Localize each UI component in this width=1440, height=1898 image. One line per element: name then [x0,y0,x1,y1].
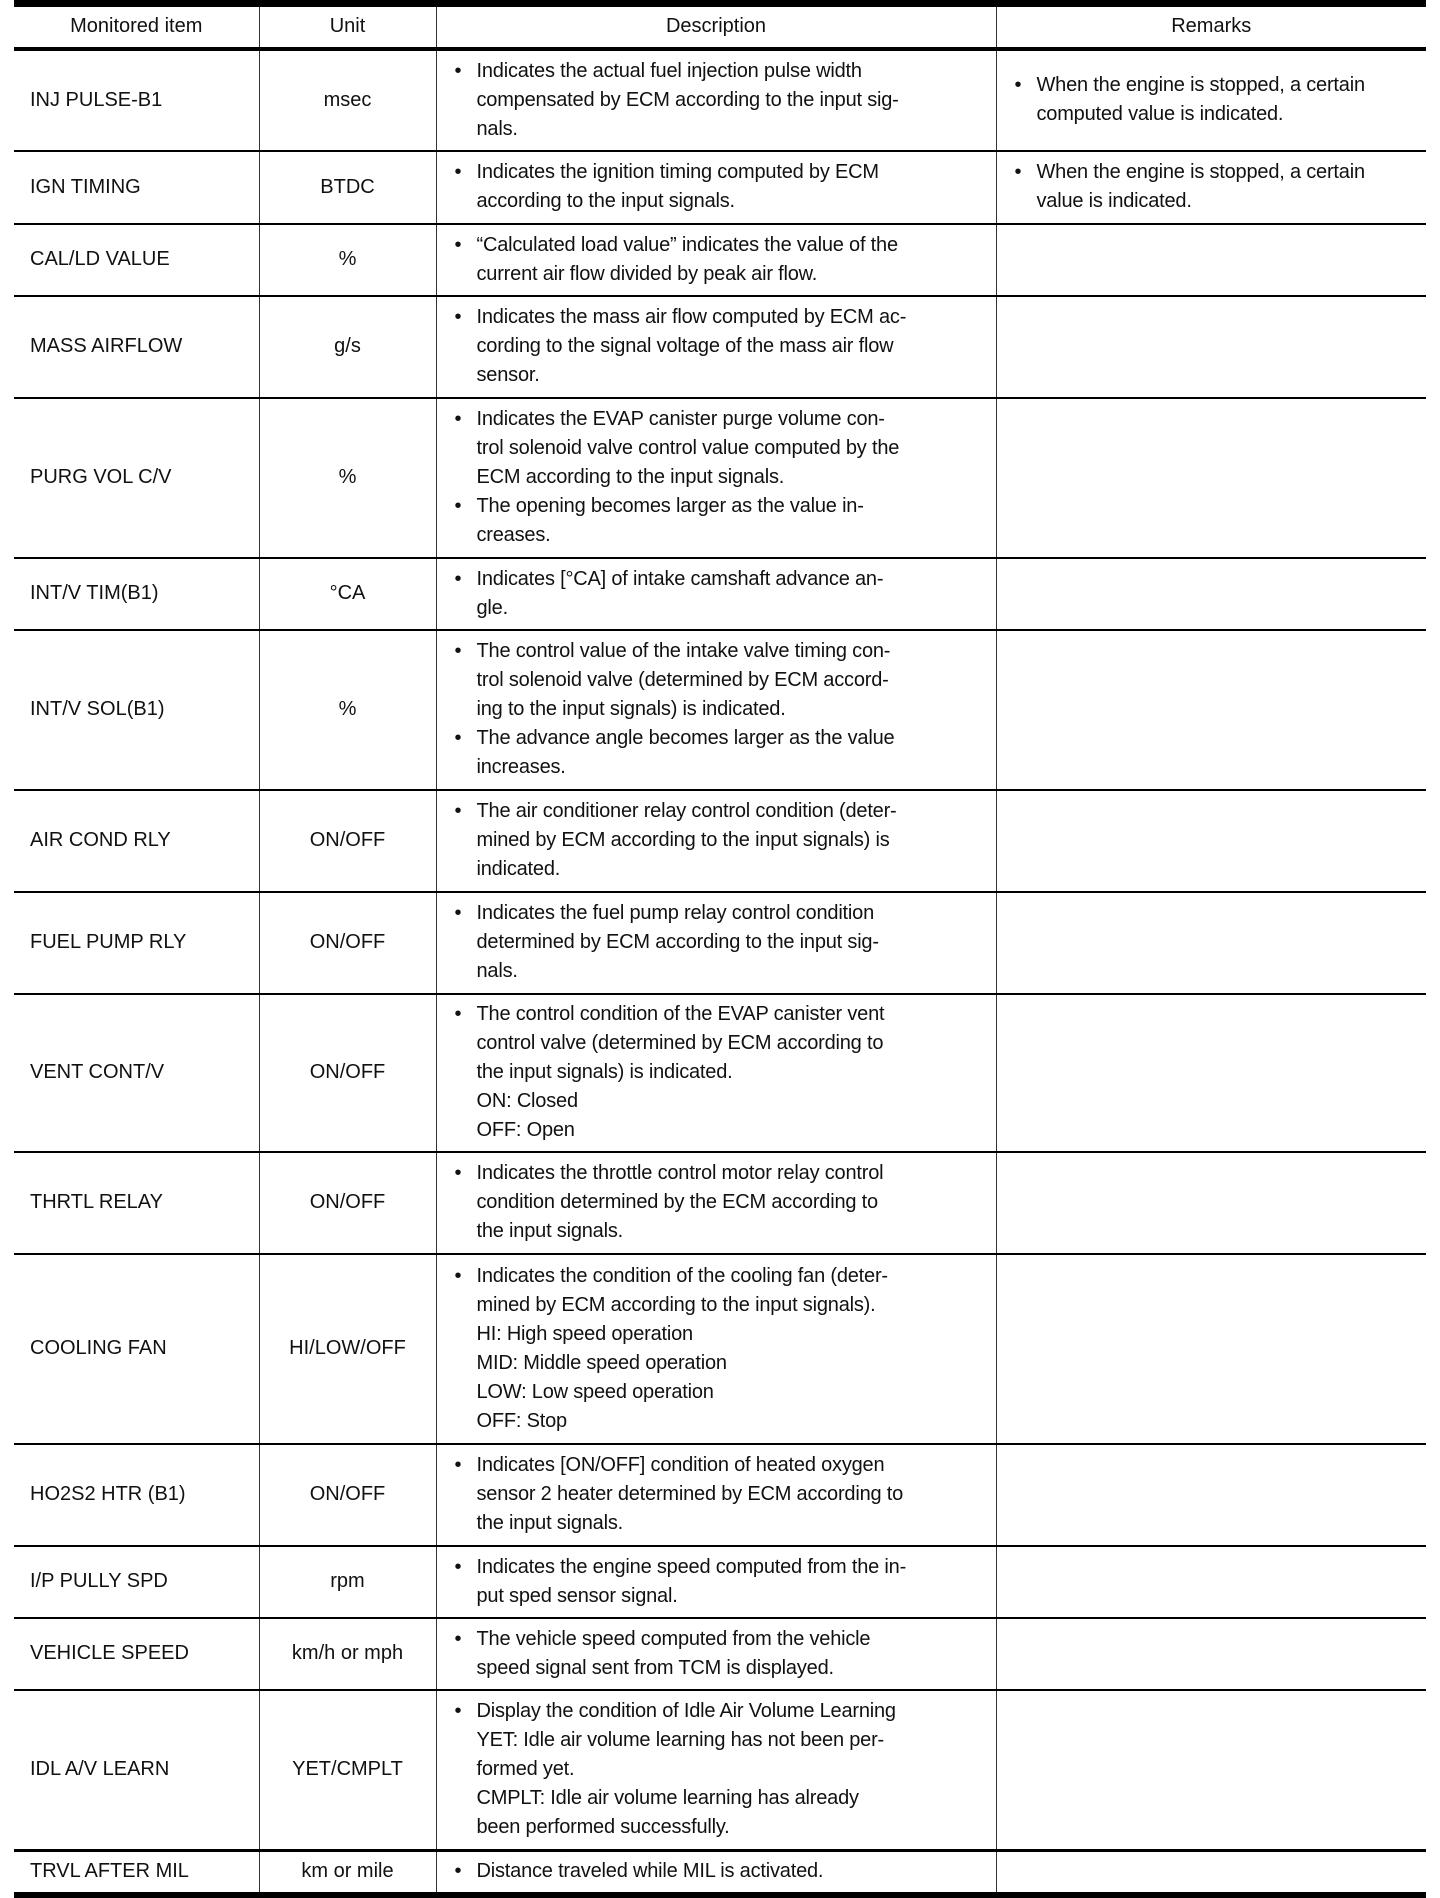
line-text: increases. [476,756,566,778]
monitored-item: THRTL RELAY [14,1152,259,1254]
monitored-item: I/P PULLY SPD [14,1546,259,1618]
remarks [996,892,1426,994]
description [436,49,996,151]
table-row [14,558,1426,630]
text-line [437,1625,990,1654]
text-line [437,1755,990,1784]
header-remarks: Remarks [996,4,1426,49]
line-text: condition determined by the ECM according to [476,1191,878,1213]
monitored-item: IGN TIMING [14,151,259,224]
bullet-icon: • [454,800,462,822]
text-line [437,434,990,463]
description [436,558,996,630]
line-text: trol solenoid valve (determined by ECM accord- [476,669,889,691]
table-header [14,4,1426,49]
text-line [437,332,990,361]
line-text: Indicates [ON/OFF] condition of heated oxygen [476,1454,885,1476]
line-text: nals. [476,960,518,982]
text-line [997,187,1421,216]
line-text: Indicates the engine speed computed from the in- [476,1555,907,1578]
text-line [437,1262,990,1291]
table-row [14,296,1426,398]
line-text: CMPLT: Idle air volume learning has already [476,1787,859,1810]
text-line [437,1029,990,1058]
description [436,1546,996,1618]
text-line [437,695,990,724]
description [436,1690,996,1851]
line-text: Indicates the actual fuel injection pulse width [476,59,862,82]
unit: ON/OFF [259,1444,436,1546]
text-line [997,100,1421,129]
text-line [437,957,990,986]
line-text: according to the input signals. [476,190,735,212]
text-line [437,1291,990,1320]
line-text: Indicates [°CA] of intake camshaft advance an- [476,567,884,590]
description [436,1444,996,1546]
text-line [437,1813,990,1842]
text-line [437,1188,990,1217]
monitored-item: COOLING FAN [14,1254,259,1444]
monitored-item: TRVL AFTER MIL [14,1851,259,1895]
text-line [437,361,990,390]
remarks [996,151,1426,224]
text-line [437,1582,990,1611]
text-line [437,1509,990,1538]
description [436,1851,996,1895]
text-line [437,303,990,332]
line-text: OFF: Open [476,1119,575,1141]
text-line [437,724,990,753]
unit: % [259,398,436,558]
bullet-icon: • [454,1555,462,1578]
text-line [437,115,990,144]
unit: % [259,630,436,790]
text-line [437,666,990,695]
text-line [437,57,990,86]
bullet-icon: • [454,727,462,749]
remarks [996,994,1426,1152]
text-line [437,1116,990,1145]
remarks [996,790,1426,892]
text-line [437,405,990,434]
text-line [437,492,990,521]
line-text: The vehicle speed computed from the vehicle [476,1627,871,1650]
text-line [437,1451,990,1480]
text-line [437,1726,990,1755]
description [436,892,996,994]
remarks [996,49,1426,151]
bullet-icon: • [454,59,462,82]
line-text: creases. [476,524,551,546]
description [436,1254,996,1444]
text-line [997,71,1421,100]
remarks [996,1851,1426,1895]
remarks [996,1690,1426,1851]
text-line [437,797,990,826]
line-text: Distance traveled while MIL is activated. [476,1860,824,1883]
table-row [14,398,1426,558]
text-line [437,1654,990,1683]
text-line [437,1217,990,1246]
table-row [14,1851,1426,1895]
bullet-icon: • [454,1860,462,1883]
text-line [437,1784,990,1813]
line-text: The advance angle becomes larger as the value [476,727,895,749]
bullet-icon: • [454,1454,462,1476]
line-text: current air flow divided by peak air flow. [476,262,818,285]
header-unit: Unit [259,4,436,49]
line-text: Indicates the mass air flow computed by ECM ac- [476,306,907,328]
bullet-icon: • [454,902,462,924]
text-line [437,1087,990,1116]
text-line [437,1407,990,1436]
text-line [437,158,990,187]
description [436,1152,996,1254]
line-text: ing to the input signals) is indicated. [476,698,786,720]
text-line [437,637,990,666]
text-line [437,1697,990,1726]
bullet-icon: • [1014,161,1022,183]
unit: msec [259,49,436,151]
line-text: gle. [476,596,508,619]
table-row [14,1546,1426,1618]
description [436,151,996,224]
text-line [437,1378,990,1407]
remarks [996,296,1426,398]
table-row [14,1152,1426,1254]
unit: ON/OFF [259,892,436,994]
unit: ON/OFF [259,994,436,1152]
text-line [437,1058,990,1087]
line-text: compensated by ECM according to the input sig- [476,88,899,111]
text-line [437,1553,990,1582]
description [436,790,996,892]
line-text: MID: Middle speed operation [476,1351,727,1374]
unit: rpm [259,1546,436,1618]
text-line [437,1857,990,1886]
bullet-icon: • [454,567,462,590]
unit: ON/OFF [259,790,436,892]
line-text: Display the condition of Idle Air Volume Learning [476,1700,896,1723]
line-text: been performed successfully. [476,1816,730,1839]
line-text: Indicates the EVAP canister purge volume con- [476,408,885,430]
monitored-item: INJ PULSE-B1 [14,49,259,151]
bullet-icon: • [454,1700,462,1723]
monitored-item: PURG VOL C/V [14,398,259,558]
table-row [14,49,1426,151]
table-row [14,1618,1426,1690]
text-line [437,1320,990,1349]
description [436,630,996,790]
remarks [996,558,1426,630]
monitored-item: INT/V SOL(B1) [14,630,259,790]
monitor-item-table [14,0,1426,1898]
line-text: the input signals. [476,1220,623,1242]
text-line [437,594,990,623]
line-text: cording to the signal voltage of the mass air flow [476,335,894,357]
line-text: The opening becomes larger as the value in- [476,495,864,517]
line-text: computed value is indicated. [1036,103,1284,125]
unit: g/s [259,296,436,398]
remarks [996,1254,1426,1444]
monitored-item: VEHICLE SPEED [14,1618,259,1690]
monitored-item: MASS AIRFLOW [14,296,259,398]
line-text: determined by ECM according to the input sig- [476,931,879,953]
description [436,398,996,558]
remarks [996,1444,1426,1546]
line-text: Indicates the fuel pump relay control condition [476,902,875,924]
line-text: The air conditioner relay control condition (deter- [476,800,897,822]
bullet-icon: • [454,408,462,430]
monitored-item: FUEL PUMP RLY [14,892,259,994]
text-line [437,753,990,782]
line-text: “Calculated load value” indicates the value of the [476,233,898,256]
remarks [996,398,1426,558]
line-text: Indicates the condition of the cooling fan (deter- [476,1264,888,1287]
text-line [437,1000,990,1029]
table-row [14,892,1426,994]
line-text: OFF: Stop [476,1409,567,1432]
text-line [437,1159,990,1188]
line-text: control valve (determined by ECM according to [476,1032,884,1054]
monitored-item: AIR COND RLY [14,790,259,892]
header-description: Description [436,4,996,49]
line-text: HI: High speed operation [476,1322,693,1345]
unit: km or mile [259,1851,436,1895]
text-line [437,231,990,260]
line-text: Indicates the throttle control motor relay control [476,1162,884,1184]
description [436,1618,996,1690]
description [436,224,996,296]
text-line [437,855,990,884]
description [436,296,996,398]
table-row [14,1444,1426,1546]
line-text: mined by ECM according to the input signals). [476,1293,876,1316]
text-line [437,86,990,115]
text-line [437,928,990,957]
bullet-icon: • [454,1003,462,1025]
line-text: speed signal sent from TCM is displayed. [476,1656,834,1679]
remarks [996,224,1426,296]
monitored-item: INT/V TIM(B1) [14,558,259,630]
line-text: ON: Closed [476,1090,578,1112]
unit: YET/CMPLT [259,1690,436,1851]
line-text: indicated. [476,858,561,880]
line-text: sensor 2 heater determined by ECM according to [476,1483,904,1505]
table-row [14,1254,1426,1444]
line-text: formed yet. [476,1758,575,1781]
remarks [996,630,1426,790]
text-line [997,158,1421,187]
monitored-item: VENT CONT/V [14,994,259,1152]
text-line [437,521,990,550]
line-text: sensor. [476,364,540,386]
line-text: LOW: Low speed operation [476,1380,714,1403]
table-row [14,630,1426,790]
monitored-item: HO2S2 HTR (B1) [14,1444,259,1546]
bullet-icon: • [454,233,462,256]
unit: ON/OFF [259,1152,436,1254]
text-line [437,565,990,594]
text-line [437,899,990,928]
line-text: The control value of the intake valve timing con- [476,640,891,662]
monitored-item: CAL/LD VALUE [14,224,259,296]
text-line [437,826,990,855]
line-text: YET: Idle air volume learning has not been per- [476,1729,885,1752]
line-text: value is indicated. [1036,190,1192,212]
line-text: put sped sensor signal. [476,1584,678,1607]
line-text: the input signals) is indicated. [476,1061,733,1083]
bullet-icon: • [454,1627,462,1650]
table-row [14,151,1426,224]
remarks [996,1546,1426,1618]
text-line [437,463,990,492]
line-text: the input signals. [476,1512,623,1534]
bullet-icon: • [454,306,462,328]
line-text: nals. [476,117,518,140]
bullet-icon: • [1014,74,1022,96]
table-row [14,790,1426,892]
line-text: Indicates the ignition timing computed by ECM [476,161,879,183]
unit: % [259,224,436,296]
line-text: The control condition of the EVAP canister vent [476,1003,885,1025]
line-text: When the engine is stopped, a certain [1036,161,1365,183]
unit: km/h or mph [259,1618,436,1690]
line-text: ECM according to the input signals. [476,466,785,488]
text-line [437,1480,990,1509]
description [436,994,996,1152]
header-monitored-item: Monitored item [14,4,259,49]
bullet-icon: • [454,1264,462,1287]
unit: HI/LOW/OFF [259,1254,436,1444]
text-line [437,1349,990,1378]
text-line [437,187,990,216]
line-text: trol solenoid valve control value computed by the [476,437,900,459]
unit: °CA [259,558,436,630]
table-row [14,994,1426,1152]
bullet-icon: • [454,161,462,183]
remarks [996,1618,1426,1690]
table-row [14,224,1426,296]
remarks [996,1152,1426,1254]
monitored-item: IDL A/V LEARN [14,1690,259,1851]
bullet-icon: • [454,495,462,517]
line-text: mined by ECM according to the input signals) is [476,829,890,851]
bullet-icon: • [454,640,462,662]
bullet-icon: • [454,1162,462,1184]
text-line [437,260,990,289]
unit: BTDC [259,151,436,224]
line-text: When the engine is stopped, a certain [1036,74,1365,96]
table-row [14,1690,1426,1851]
